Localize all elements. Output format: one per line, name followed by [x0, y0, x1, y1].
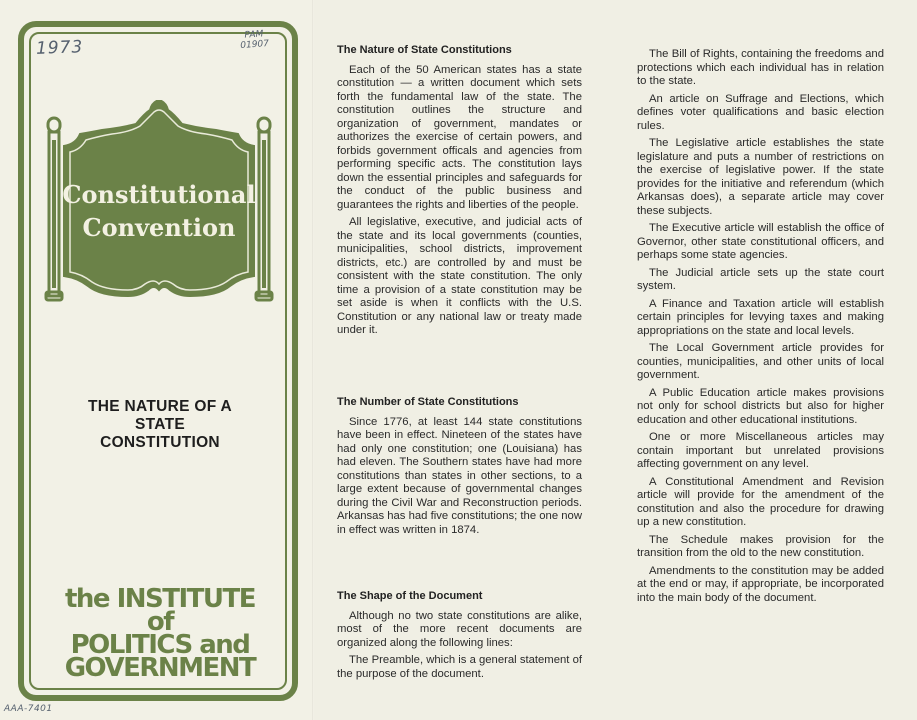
signboard-emblem: [40, 100, 278, 310]
paragraph: Each of the 50 American states has a state constitution — a written document which sets forth the fundamental law of the state. The constitution outlines the structure and organization of government, mandates or authorizes the exercise of certain powers, and forbids government officals and agencies from performing specific acts. The constitution lays down the essential principles and safeguards for the conduct of the public business and guarantees the rights and liberties of the people.: [337, 63, 582, 211]
sign-title-line2: Convention: [82, 213, 236, 242]
pamphlet-title-line2: STATE: [134, 416, 185, 433]
section-heading: The Nature of State Constitutions: [337, 44, 512, 56]
right-post-icon: [256, 118, 272, 300]
paragraph-bill-of-rights: The Bill of Rights, containing the freedoms and protections which each individual has in relation to the state.: [637, 48, 884, 87]
publisher-line3: GOVERNMENT: [64, 653, 256, 683]
accession-note: AAA-7401: [4, 704, 53, 714]
paragraph: All legislative, executive, and judicial acts of the state and its local governments (counties, municipalities, school districts, improvement districts, etc.) are controlled by and must be consistent with the state constitution. The only time a provision of a state constitution may be set aside is when it conflicts with the U.S. Constitution or any national law or treaty made under it.: [337, 216, 582, 336]
section-shape: [337, 590, 582, 685]
paragraph-amendments: Amendments to the constitution may be added at the end or may, if appropriate, be incorporated into the main body of the document.: [637, 564, 884, 604]
section-heading: The Shape of the Document: [337, 590, 483, 602]
catalog-note-line2: 01907: [240, 39, 270, 51]
paragraph-suffrage: An article on Suffrage and Elections, which defines voter qualifications and basic election rules.: [637, 92, 884, 132]
pamphlet-title: [40, 398, 280, 452]
publisher-line1: the INSTITUTE of: [64, 584, 256, 637]
publisher-line2: POLITICS and: [70, 630, 250, 660]
section-nature: [337, 44, 582, 338]
handwritten-year: 1973: [35, 37, 84, 59]
paragraph-miscellaneous: One or more Miscellaneous articles may contain important but unrelated provisions affecting government on any level.: [637, 431, 884, 470]
paragraph: Although no two state constitutions are alike, most of the more recent documents are organized along the following lines:: [337, 609, 582, 649]
page-fold: [312, 0, 314, 720]
section-number: [337, 396, 582, 541]
publisher-logo: [60, 584, 260, 683]
paragraph-legislative: The Legislative article establishes the state legislature and puts a number of restrictions on the exercise of legislative power. If the state provides for the initiative and referendum (which Arkansas does), a separate article may cover these subjects.: [637, 137, 884, 217]
paragraph-public-education: A Public Education article makes provisions not only for school districts but also for higher education and other educational institutions.: [637, 386, 884, 426]
cover-panel: [0, 0, 312, 720]
left-post-icon: [46, 118, 62, 300]
paragraph-schedule: The Schedule makes provision for the transition from the old to the new constitution.: [637, 533, 884, 559]
paragraph-finance: A Finance and Taxation article will establish certain principles for levying taxes and making appropriations on the state and local levels.: [637, 297, 884, 337]
paragraph-local-government: The Local Government article provides for counties, municipalities, and other units of local government.: [637, 342, 884, 381]
paragraph-executive: The Executive article will establish the office of Governor, other state constitutional officers, and perhaps some state agencies.: [637, 222, 884, 261]
right-column: [637, 48, 884, 609]
middle-column: [337, 44, 582, 680]
catalog-note-line1: PAM: [244, 29, 264, 41]
section-heading: The Number of State Constitutions: [337, 396, 519, 408]
catalog-note: [239, 29, 269, 51]
paragraph: Since 1776, at least 144 state constitutions have been in effect. Nineteen of the states have had only one constitution; one (Louisiana) has had eleven. The Southern states have had more constitutions than states in other sections, to a large extent because of governmental changes during the Civil War and Reconstruction periods. Arkansas has had five constitutions; the one now in effect was written in 1874.: [337, 415, 582, 536]
pamphlet-title-line3: CONSTITUTION: [100, 434, 220, 451]
paragraph-amendment: A Constitutional Amendment and Revision article will provide for the amendment of the constitution and also the procedure for drawing up a new constitution.: [637, 475, 884, 528]
paragraph: The Preamble, which is a general statement of the purpose of the document.: [337, 654, 582, 680]
paragraph-judicial: The Judicial article sets up the state court system.: [637, 266, 884, 292]
sign-title-line1: Constitutional: [62, 180, 256, 209]
pamphlet-title-line1: THE NATURE OF A: [88, 398, 232, 415]
